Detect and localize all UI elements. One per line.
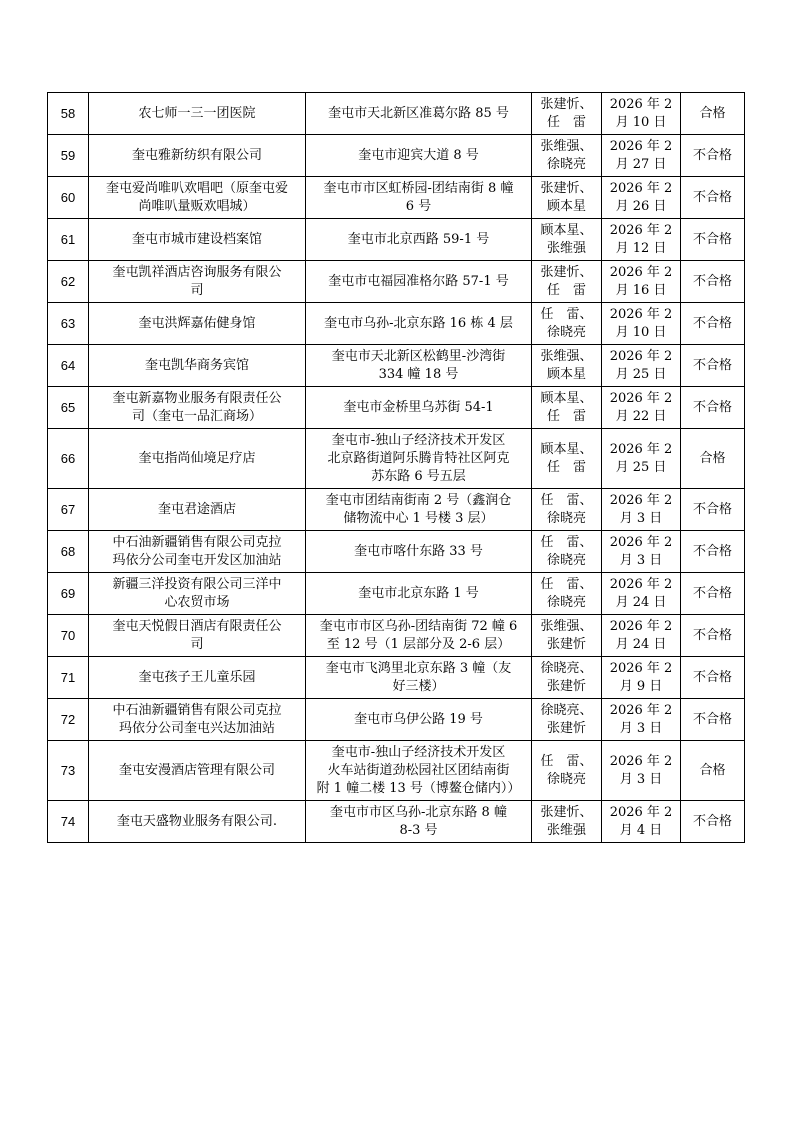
table-row (48, 531, 745, 573)
inspection-date-cell: 2026 年 2 月 3 日 (602, 489, 681, 531)
unit-name-cell: 奎屯市城市建设档案馆 (89, 219, 306, 261)
inspection-date-cell: 2026 年 2 月 10 日 (602, 303, 681, 345)
inspection-date-cell: 2026 年 2 月 3 日 (602, 741, 681, 801)
inspection-date-cell: 2026 年 2 月 22 日 (602, 387, 681, 429)
unit-name-cell: 奎屯天盛物业服务有限公司. (89, 801, 306, 843)
unit-address-cell: 奎屯市市区虹桥园-团结南街 8 幢 6 号 (306, 177, 532, 219)
unit-name-cell: 奎屯天悦假日酒店有限责任公 司 (89, 615, 306, 657)
table-row (48, 699, 745, 741)
unit-address-cell: 奎屯市喀什东路 33 号 (306, 531, 532, 573)
inspection-result-cell: 不合格 (681, 615, 745, 657)
table-row (48, 489, 745, 531)
table-row (48, 93, 745, 135)
row-number-cell: 66 (48, 429, 89, 489)
row-number-cell: 65 (48, 387, 89, 429)
inspection-result-cell: 不合格 (681, 219, 745, 261)
unit-name-cell: 农七师一三一团医院 (89, 93, 306, 135)
unit-name-cell: 中石油新疆销售有限公司克拉 玛依分公司奎屯开发区加油站 (89, 531, 306, 573)
unit-address-cell: 奎屯市飞鸿里北京东路 3 幢（友 好三楼） (306, 657, 532, 699)
inspection-result-cell: 合格 (681, 93, 745, 135)
inspectors-cell: 顾本星、 张维强 (532, 219, 602, 261)
inspectors-cell: 张建忻、 顾本星 (532, 177, 602, 219)
inspection-result-cell: 不合格 (681, 303, 745, 345)
row-number-cell: 71 (48, 657, 89, 699)
table-row (48, 801, 745, 843)
inspection-result-cell: 不合格 (681, 387, 745, 429)
inspection-table (47, 92, 745, 843)
inspection-date-cell: 2026 年 2 月 25 日 (602, 429, 681, 489)
inspection-result-cell: 不合格 (681, 177, 745, 219)
inspectors-cell: 顾本星、 任 雷 (532, 387, 602, 429)
unit-name-cell: 奎屯洪辉嘉佑健身馆 (89, 303, 306, 345)
unit-address-cell: 奎屯市团结南街南 2 号（鑫润仓 储物流中心 1 号楼 3 层） (306, 489, 532, 531)
row-number-cell: 62 (48, 261, 89, 303)
inspectors-cell: 张建忻、 张维强 (532, 801, 602, 843)
inspectors-cell: 顾本星、 任 雷 (532, 429, 602, 489)
inspection-result-cell: 不合格 (681, 345, 745, 387)
unit-address-cell: 奎屯市市区乌孙-团结南街 72 幢 6 至 12 号（1 层部分及 2-6 层） (306, 615, 532, 657)
inspection-date-cell: 2026 年 2 月 3 日 (602, 531, 681, 573)
unit-address-cell: 奎屯市金桥里乌苏街 54-1 (306, 387, 532, 429)
inspection-date-cell: 2026 年 2 月 16 日 (602, 261, 681, 303)
inspectors-cell: 任 雷、 徐晓亮 (532, 531, 602, 573)
table-body (48, 93, 745, 843)
table-row (48, 387, 745, 429)
row-number-cell: 69 (48, 573, 89, 615)
table-row (48, 303, 745, 345)
inspectors-cell: 任 雷、 徐晓亮 (532, 573, 602, 615)
table-row (48, 135, 745, 177)
unit-name-cell: 奎屯孩子王儿童乐园 (89, 657, 306, 699)
row-number-cell: 59 (48, 135, 89, 177)
inspection-date-cell: 2026 年 2 月 24 日 (602, 573, 681, 615)
inspection-result-cell: 不合格 (681, 489, 745, 531)
inspection-result-cell: 合格 (681, 429, 745, 489)
unit-address-cell: 奎屯市迎宾大道 8 号 (306, 135, 532, 177)
unit-name-cell: 奎屯新嘉物业服务有限责任公 司（奎屯一品汇商场） (89, 387, 306, 429)
unit-name-cell: 奎屯凯华商务宾馆 (89, 345, 306, 387)
row-number-cell: 70 (48, 615, 89, 657)
inspection-date-cell: 2026 年 2 月 3 日 (602, 699, 681, 741)
unit-name-cell: 奎屯爱尚唯叭欢唱吧（原奎屯爱 尚唯叭量贩欢唱城） (89, 177, 306, 219)
unit-address-cell: 奎屯市-独山子经济技术开发区 火车站街道劲松园社区团结南街 附 1 幢二楼 13 号（博鳌仓储内）） (306, 741, 532, 801)
inspection-result-cell: 不合格 (681, 531, 745, 573)
unit-name-cell: 奎屯雅新纺织有限公司 (89, 135, 306, 177)
unit-address-cell: 奎屯市天北新区松鹤里-沙湾街 334 幢 18 号 (306, 345, 532, 387)
table-row (48, 657, 745, 699)
inspectors-cell: 张建忻、 任 雷 (532, 93, 602, 135)
row-number-cell: 74 (48, 801, 89, 843)
inspection-date-cell: 2026 年 2 月 10 日 (602, 93, 681, 135)
unit-address-cell: 奎屯市乌伊公路 19 号 (306, 699, 532, 741)
table-row (48, 429, 745, 489)
inspectors-cell: 张维强、 徐晓亮 (532, 135, 602, 177)
inspection-date-cell: 2026 年 2 月 9 日 (602, 657, 681, 699)
row-number-cell: 61 (48, 219, 89, 261)
row-number-cell: 67 (48, 489, 89, 531)
row-number-cell: 64 (48, 345, 89, 387)
inspection-date-cell: 2026 年 2 月 25 日 (602, 345, 681, 387)
inspection-date-cell: 2026 年 2 月 4 日 (602, 801, 681, 843)
inspection-result-cell: 不合格 (681, 573, 745, 615)
table-row (48, 261, 745, 303)
inspectors-cell: 张维强、 张建忻 (532, 615, 602, 657)
unit-name-cell: 中石油新疆销售有限公司克拉 玛依分公司奎屯兴达加油站 (89, 699, 306, 741)
inspectors-cell: 任 雷、 徐晓亮 (532, 303, 602, 345)
unit-address-cell: 奎屯市北京西路 59-1 号 (306, 219, 532, 261)
inspection-result-cell: 不合格 (681, 261, 745, 303)
table-row (48, 615, 745, 657)
unit-name-cell: 新疆三洋投资有限公司三洋中 心农贸市场 (89, 573, 306, 615)
inspection-result-cell: 不合格 (681, 135, 745, 177)
unit-name-cell: 奎屯凯祥酒店咨询服务有限公 司 (89, 261, 306, 303)
unit-address-cell: 奎屯市屯福园准格尔路 57-1 号 (306, 261, 532, 303)
inspectors-cell: 徐晓亮、 张建忻 (532, 657, 602, 699)
inspection-result-cell: 不合格 (681, 801, 745, 843)
row-number-cell: 60 (48, 177, 89, 219)
row-number-cell: 73 (48, 741, 89, 801)
inspection-date-cell: 2026 年 2 月 27 日 (602, 135, 681, 177)
inspection-result-cell: 不合格 (681, 657, 745, 699)
inspectors-cell: 张维强、 顾本星 (532, 345, 602, 387)
row-number-cell: 63 (48, 303, 89, 345)
table-row (48, 741, 745, 801)
unit-address-cell: 奎屯市-独山子经济技术开发区 北京路街道阿乐腾肯特社区阿克 苏东路 6 号五层 (306, 429, 532, 489)
unit-address-cell: 奎屯市乌孙-北京东路 16 栋 4 层 (306, 303, 532, 345)
unit-name-cell: 奎屯君途酒店 (89, 489, 306, 531)
inspectors-cell: 张建忻、 任 雷 (532, 261, 602, 303)
unit-name-cell: 奎屯指尚仙境足疗店 (89, 429, 306, 489)
row-number-cell: 58 (48, 93, 89, 135)
unit-address-cell: 奎屯市天北新区准葛尔路 85 号 (306, 93, 532, 135)
row-number-cell: 68 (48, 531, 89, 573)
unit-address-cell: 奎屯市北京东路 1 号 (306, 573, 532, 615)
row-number-cell: 72 (48, 699, 89, 741)
inspectors-cell: 任 雷、 徐晓亮 (532, 741, 602, 801)
inspection-date-cell: 2026 年 2 月 26 日 (602, 177, 681, 219)
inspectors-cell: 徐晓亮、 张建忻 (532, 699, 602, 741)
inspection-date-cell: 2026 年 2 月 24 日 (602, 615, 681, 657)
table-row (48, 177, 745, 219)
inspectors-cell: 任 雷、 徐晓亮 (532, 489, 602, 531)
unit-name-cell: 奎屯安漫酒店管理有限公司 (89, 741, 306, 801)
table-row (48, 573, 745, 615)
table-row (48, 345, 745, 387)
table-row (48, 219, 745, 261)
inspection-date-cell: 2026 年 2 月 12 日 (602, 219, 681, 261)
unit-address-cell: 奎屯市市区乌孙-北京东路 8 幢 8-3 号 (306, 801, 532, 843)
inspection-result-cell: 合格 (681, 741, 745, 801)
inspection-result-cell: 不合格 (681, 699, 745, 741)
